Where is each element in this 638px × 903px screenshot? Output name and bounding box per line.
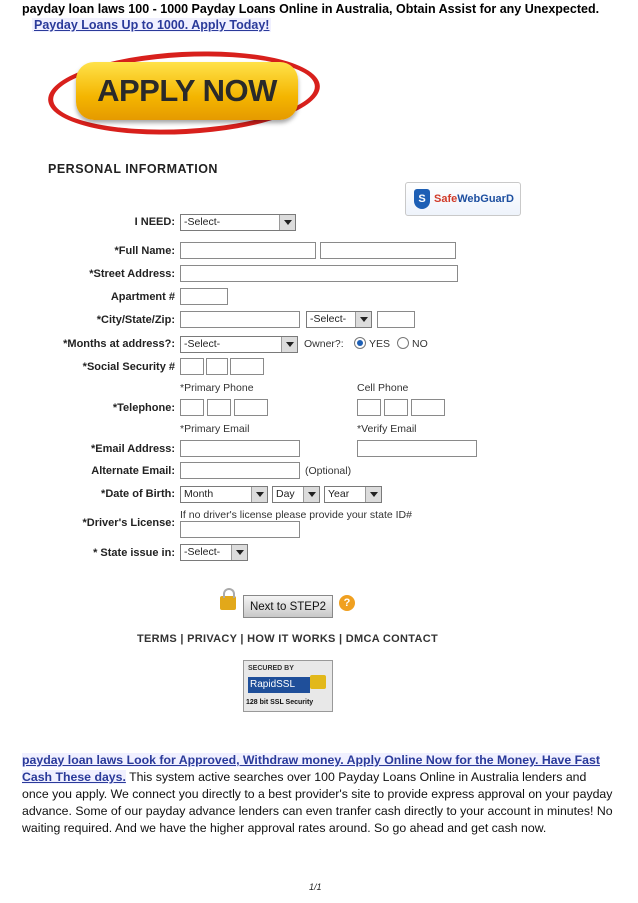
section-title: PERSONAL INFORMATION [48,162,218,176]
label-driver-license: *Driver's License: [82,517,175,529]
owner-no-label: NO [412,338,428,350]
i-need-select[interactable] [180,214,296,231]
chevron-down-icon [251,487,267,502]
lock-icon [220,596,236,610]
state-issue-value: -Select- [184,546,221,558]
verify-email-input[interactable] [357,440,477,457]
ssn-part2-input[interactable] [206,358,228,375]
state-select[interactable] [306,311,372,328]
label-city: *City/State/Zip: [96,314,175,326]
state-value: -Select- [310,313,347,325]
paragraph-lead-link[interactable]: payday loan laws Look for Approved, Withdraw money. Apply Online Now for the Money. Have Fast Cash These days. [22,753,600,784]
cell-phone-label: Cell Phone [357,382,409,394]
months-select[interactable] [180,336,298,353]
ssl-secured-label: SECURED BY [248,665,294,672]
dob-month-value: Month [184,488,214,500]
rapidssl-badge [243,660,333,712]
subtitle-link[interactable]: Payday Loans Up to 1000. Apply Today! [34,18,270,32]
dob-day-select[interactable] [272,486,320,503]
label-alt-email: Alternate Email: [91,465,175,477]
primary-phone-line-input[interactable] [234,399,268,416]
label-dob: *Date of Birth: [101,488,175,500]
months-value: -Select- [184,338,221,350]
label-email: *Email Address: [91,443,175,455]
chevron-down-icon [281,337,297,352]
cell-phone-area-input[interactable] [357,399,381,416]
owner-no-radio[interactable] [397,337,409,349]
owner-label: Owner?: [304,338,344,350]
apply-now-banner[interactable] [48,52,318,132]
cell-phone-prefix-input[interactable] [384,399,408,416]
label-full-name: *Full Name: [114,245,175,257]
label-months: *Months at address?: [63,338,175,350]
last-name-input[interactable] [320,242,456,259]
ssn-part1-input[interactable] [180,358,204,375]
help-icon[interactable]: ? [339,595,355,611]
chevron-down-icon [355,312,371,327]
next-step-button[interactable]: Next to STEP2 [243,595,333,618]
owner-yes-label: YES [369,338,391,350]
street-input[interactable] [180,265,458,282]
label-ssn: *Social Security # [82,361,175,373]
ssl-bits-label: 128 bit SSL Security [246,699,314,706]
email-input[interactable] [180,440,300,457]
zip-input[interactable] [377,311,415,328]
body-paragraph [22,752,614,837]
dob-day-value: Day [276,488,295,500]
city-input[interactable] [180,311,300,328]
primary-email-label: *Primary Email [180,423,250,435]
primary-phone-prefix-input[interactable] [207,399,231,416]
ssl-brand-label: RapidSSL [248,677,310,693]
owner-yes-radio[interactable] [354,337,366,349]
apartment-input[interactable] [180,288,228,305]
dob-year-select[interactable] [324,486,382,503]
dob-month-select[interactable] [180,486,268,503]
badge-suffix: WebGuarD [457,193,514,205]
page-title: payday loan laws 100 - 1000 Payday Loans Online in Australia, Obtain Assist for any Unexpected. [22,2,600,16]
label-street: *Street Address: [89,268,175,280]
chevron-down-icon [279,215,295,230]
shield-icon: S [414,189,430,209]
alt-email-input[interactable] [180,462,300,479]
chevron-down-icon [365,487,381,502]
driver-license-note: If no driver's license please provide your state ID# [180,509,412,521]
primary-phone-label: *Primary Phone [180,382,254,394]
label-state-issue: * State issue in: [93,547,175,559]
verify-email-label: *Verify Email [357,423,417,435]
safewebguard-badge [405,182,521,216]
primary-phone-area-input[interactable] [180,399,204,416]
dob-year-value: Year [328,488,350,500]
badge-prefix: Safe [434,193,458,205]
optional-label: (Optional) [305,465,352,477]
label-i-need: I NEED: [134,216,175,228]
chevron-down-icon [231,545,247,560]
i-need-value: -Select- [184,216,221,228]
state-issue-select[interactable] [180,544,248,561]
chevron-down-icon [303,487,319,502]
page-number: 1/1 [309,882,322,892]
driver-license-input[interactable] [180,521,300,538]
apply-now-button[interactable]: APPLY NOW [76,62,298,120]
first-name-input[interactable] [180,242,316,259]
ssn-part3-input[interactable] [230,358,264,375]
padlock-icon [310,675,326,689]
label-apartment: Apartment # [110,291,175,303]
paragraph-body: This system active searches over 100 Payday Loans Online in Australia lenders and once you apply. We connect you directly to a best provider's site to provide express approval on your payday advance. Some of our payday advance lenders can even tranfer cash directly to your account in minutes! No waiting required. And we have the higher approval rates around. So go ahead and get cash now. [22,770,613,835]
label-telephone: *Telephone: [112,402,175,414]
footer-links[interactable]: TERMS | PRIVACY | HOW IT WORKS | DMCA CONTACT [137,633,438,645]
cell-phone-line-input[interactable] [411,399,445,416]
